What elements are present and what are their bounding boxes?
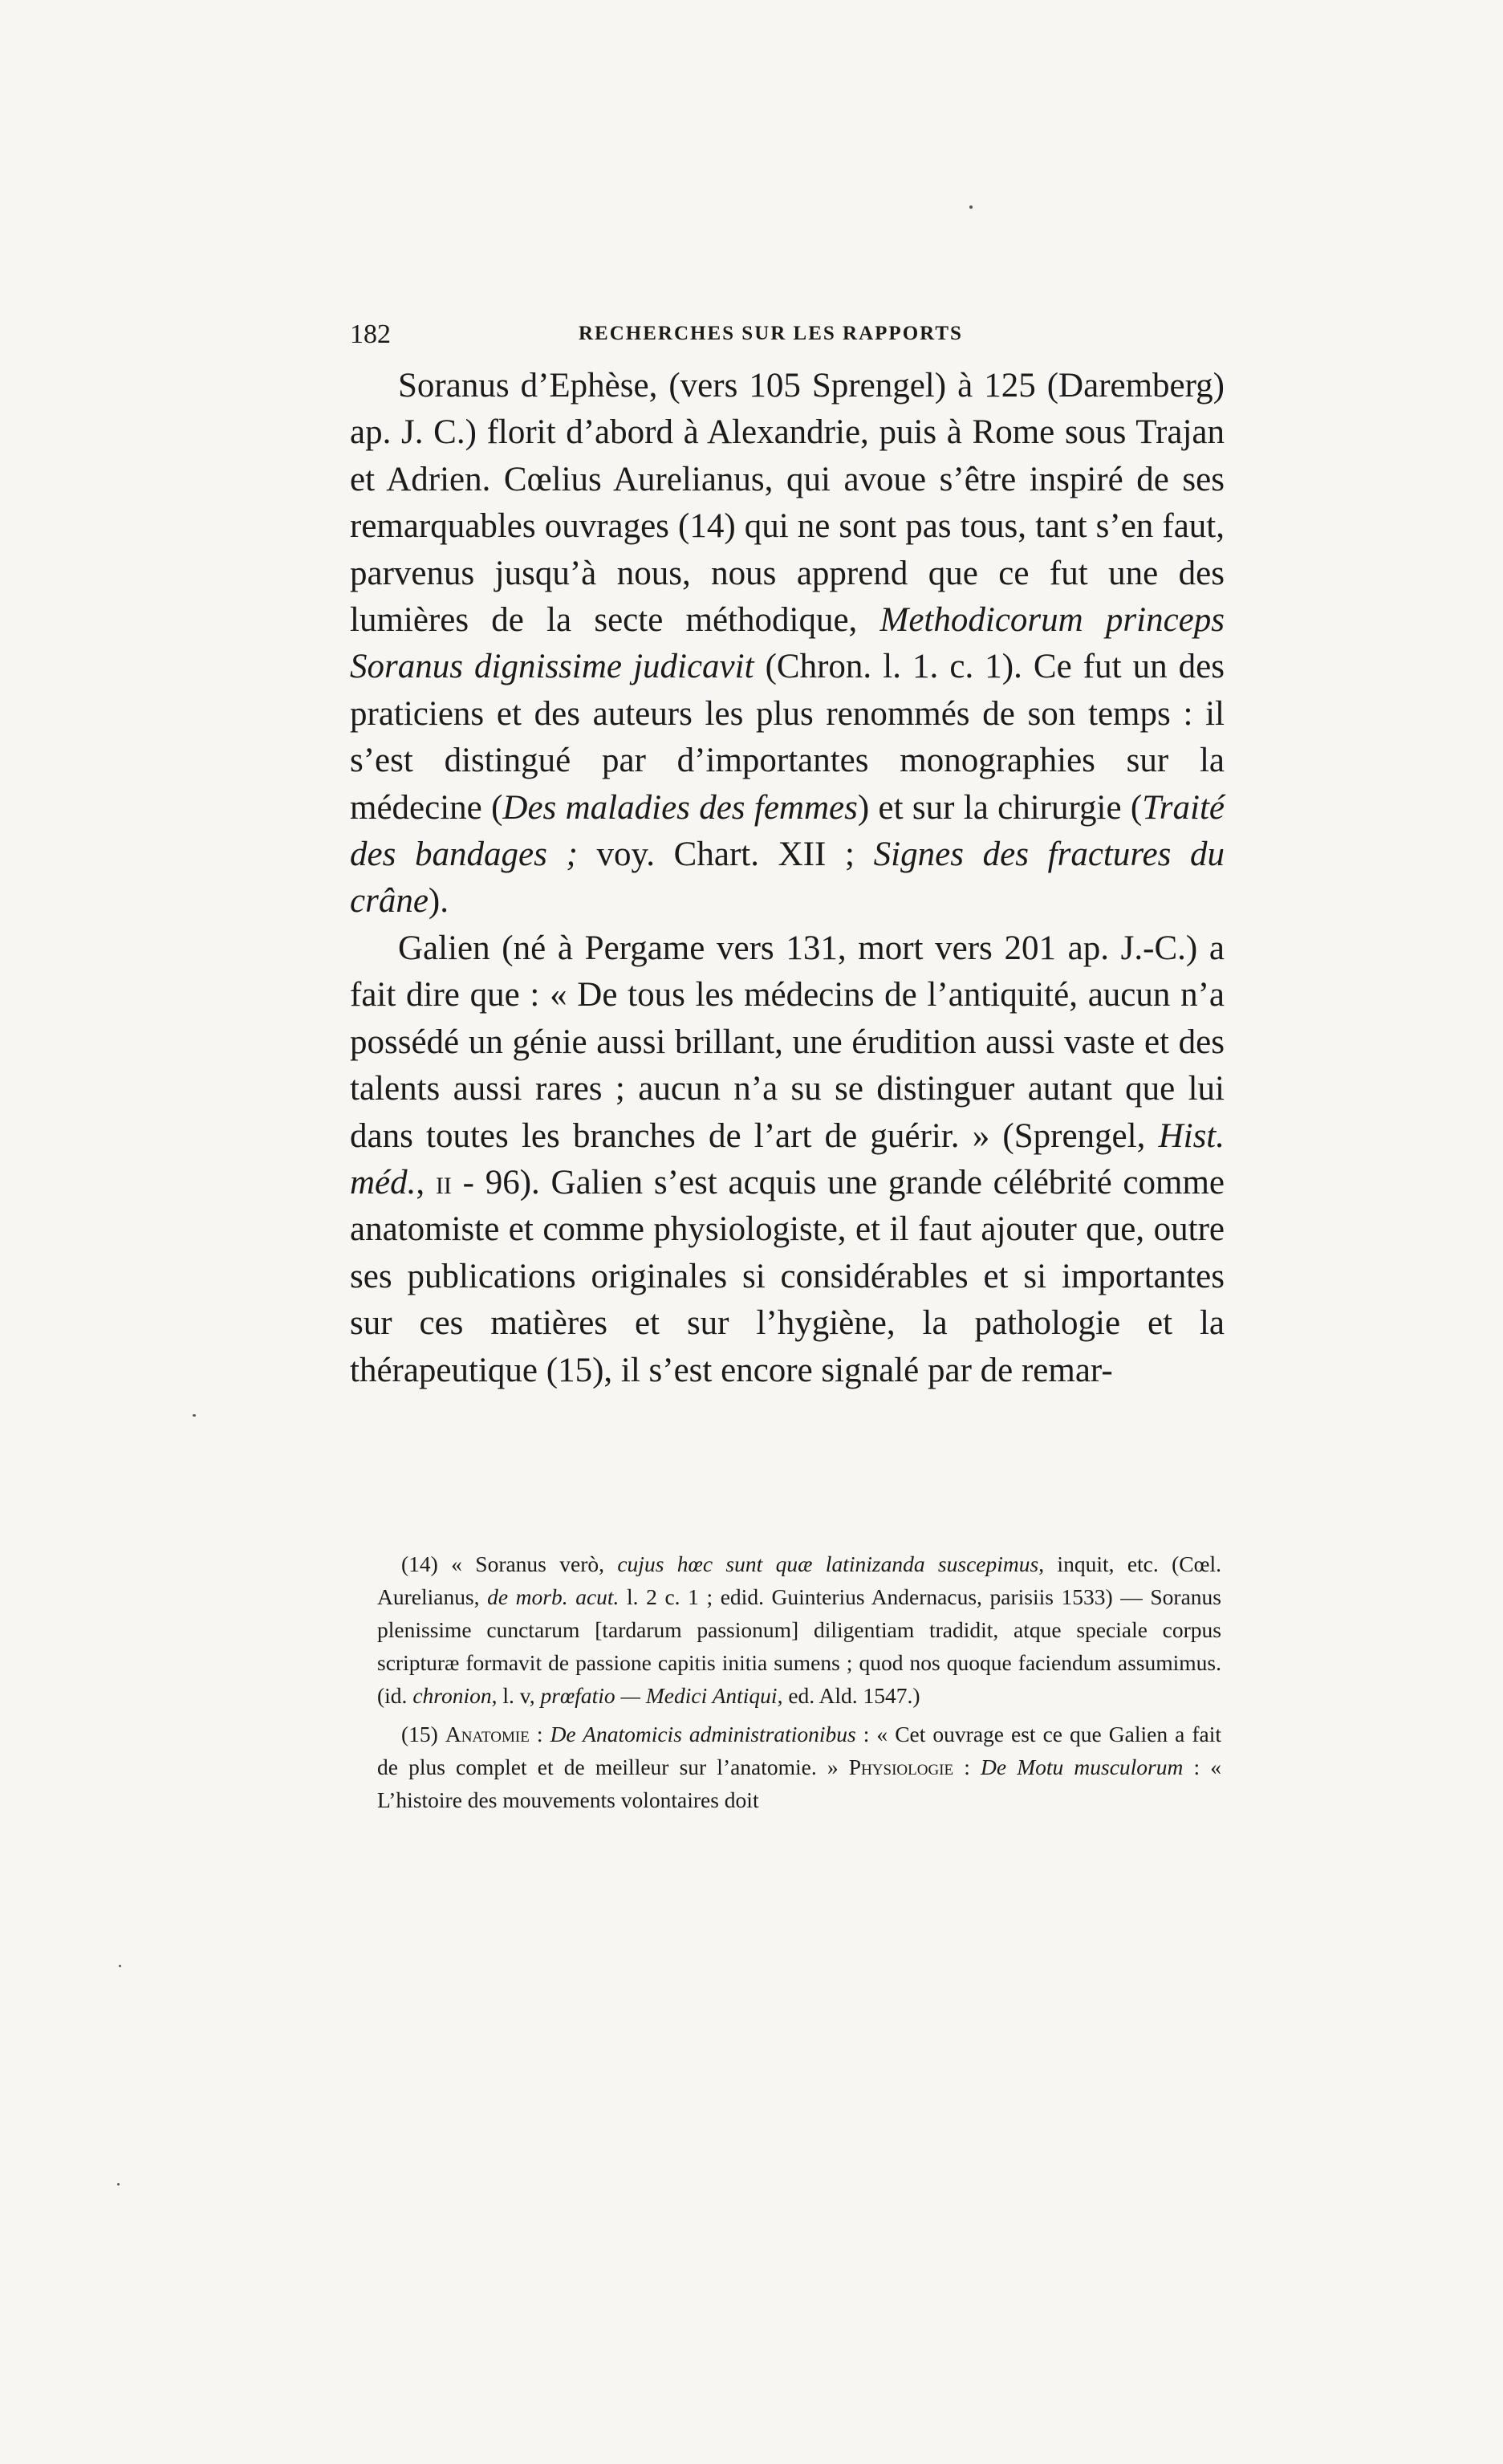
text-segment: Soranus d’Ephèse, (vers 105 Sprengel) à 125 (Daremberg) ap. J. C.) florit d’abord à Alexandrie, puis à Rome sous Trajan et Adrien. Cœlius Aurelianus, qui avoue s’être inspiré de ses remarquables ouvrages (14) qui ne sont pas tous, tant s’en faut, parvenus jusqu’à nous, nous apprend que ce fut une des lumières de la secte méthodique, [350,367,1225,640]
paper-speck [969,205,973,209]
text-segment: - 96). Galien s’est acquis une grande célébrité comme anatomiste et comme physiologiste, et il faut ajouter que, outre ses publications originales si considérables et si importantes sur ces matières et sur l’hygiène, la pathologie et la thérapeutique (15), il s’est encore signalé par de remar- [350,1163,1225,1389]
paper-speck [193,1414,196,1417]
text-segment: : « Cet ouvrage est ce que Galien a fait de plus complet et de meilleur sur l’anatomie. » [377,1722,1221,1779]
italic-text: De Motu musculorum [981,1754,1184,1779]
page-number: 182 [350,319,391,349]
text-segment: l. 2 c. 1 ; edid. Guinterius Andernacus, parisiis 1533) — Soranus plenissime cunctarum [tardarum passionum] diligentiam tradidit, atque speciale corpus scripturæ formavit de passione capitis initia sumens ; quod nos quoque faciendum assumimus. (id. [377,1584,1221,1708]
italic-text: Signes des fractures du crâne [350,836,1225,921]
text-segment: (15) [401,1722,445,1746]
text-segment: , l. v, [491,1683,541,1708]
italic-text: de morb. acut. [487,1584,619,1609]
text-segment: ii [435,1163,452,1202]
italic-text: prœfatio — Medici Antiqui [540,1683,778,1708]
italic-text: Des maladies des femmes [502,788,858,827]
text-segment: : « L’histoire des mouvements volontaires doit [377,1754,1222,1812]
footnote [377,1547,1221,1712]
footnote [377,1718,1221,1816]
paragraph [350,925,1225,1394]
italic-text: Traité des bandages ; [350,788,1225,874]
text-segment: : [953,1754,981,1779]
text-segment: , [416,1163,436,1202]
text-segment: voy. Chart. XII ; [577,836,874,874]
text-segment: (14) « Soranus verò, [401,1551,618,1576]
italic-text: Methodicorum princeps Soranus dignissime judicavit [350,601,1225,686]
paper-speck [117,2183,120,2185]
text-segment: ). [428,882,449,921]
paragraph [350,363,1225,925]
italic-text: cujus hœc sunt quæ latinizanda suscepimus [617,1551,1039,1576]
paper-speck [119,1965,121,1967]
text-segment: , ed. Ald. 1547.) [777,1683,920,1708]
page-header [350,319,1233,352]
italic-text: chronion [412,1683,492,1708]
text-segment: Anatomie [445,1722,530,1746]
italic-text: De Anatomicis administrationibus [550,1722,856,1746]
text-segment: , inquit, etc. (Cœl. Aurelianus, [377,1551,1221,1609]
text-segment: : [529,1722,550,1746]
italic-text: Hist. méd. [350,1116,1225,1202]
text-segment: Physiologie [848,1754,954,1779]
running-title: RECHERCHES SUR LES RAPPORTS [579,323,963,344]
text-segment: ) et sur la chirurgie ( [857,788,1143,827]
text-segment: Galien (né à Pergame vers 131, mort vers 201 ap. J.-C.) a fait dire que : « De tous les médecins de l’antiquité, aucun n’a possédé un génie aussi brillant, une érudition aussi vaste et des talents aussi rares ; aucun n’a su se distinguer autant que lui dans toutes les branches de l’art de guérir. » (Sprengel, [350,929,1225,1155]
main-text [350,363,1225,1394]
text-segment: (Chron. l. 1. c. 1). Ce fut un des praticiens et des auteurs les plus renommés de son temps : il s’est distingué par d’importantes monographies sur la médecine ( [350,648,1225,827]
footnotes [377,1547,1221,1822]
